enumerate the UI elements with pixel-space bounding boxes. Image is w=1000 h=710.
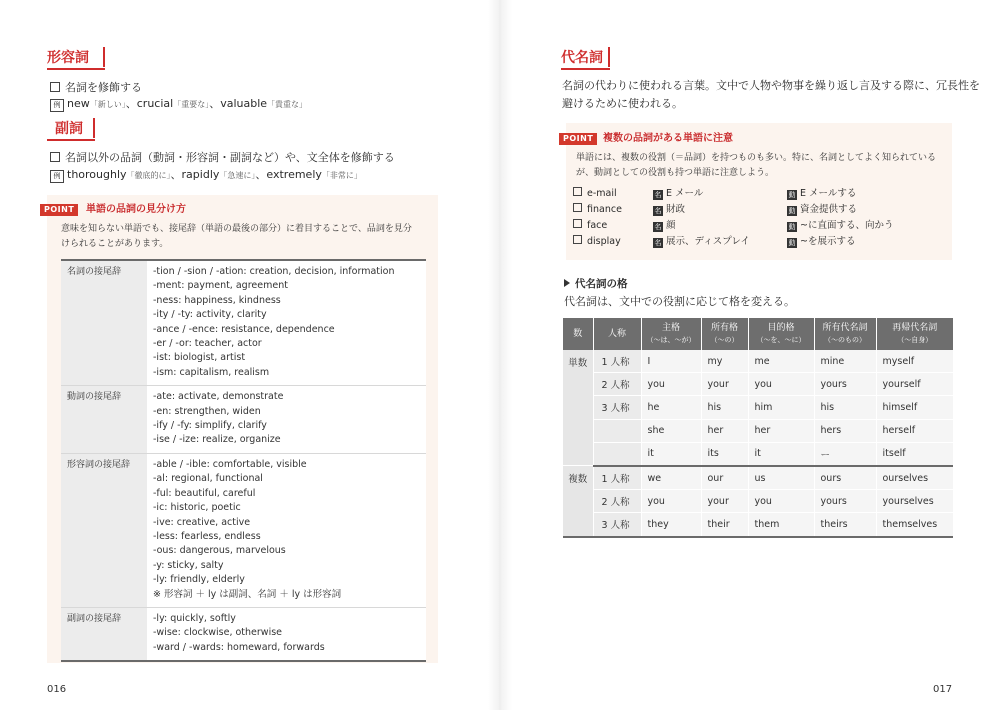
suffix-line: -ance / -ence: resistance, dependence [153, 323, 335, 335]
pronoun-cell: ours [814, 466, 876, 490]
pronoun-cell: myself [876, 350, 953, 373]
heading-accent [93, 118, 95, 138]
table-row-values [147, 260, 426, 386]
vocab-word [573, 219, 607, 233]
header-text: 主格 [661, 323, 680, 333]
text-span: 顔 [666, 220, 676, 231]
column-header [701, 318, 748, 350]
suffix-table [61, 259, 426, 662]
point-text-line2: が、動詞としての役割も持つ単語に注意しよう。 [576, 168, 775, 178]
header-text: （～の） [710, 336, 739, 344]
adjective-examples: 例 new「新しい」、crucial「重要な」、valuable「貴重な」 [50, 96, 307, 112]
table-row [563, 396, 953, 419]
suffix-line: -ly: quickly, softly [153, 612, 236, 624]
adverb-description [50, 150, 395, 165]
vocab-verb [787, 203, 857, 217]
point-text-line1: 意味を知らない単語でも、接尾辞（単語の最後の部分）に着目することで、品詞を見分 [61, 224, 412, 234]
adjective-description [50, 80, 142, 95]
number-label: 複数 [563, 466, 593, 537]
table-row [61, 386, 426, 454]
text-span: ~を展示する [800, 236, 856, 247]
pronoun-cell: his [814, 396, 876, 419]
noun-mark-icon: 名 [654, 191, 662, 199]
text-span: display [587, 236, 621, 247]
right-page [500, 0, 1000, 710]
suffix-line: -ment: payment, agreement [153, 280, 288, 292]
triangle-bullet-icon [564, 279, 570, 287]
text-span: 資金提供する [800, 204, 858, 215]
table-row-values [147, 386, 426, 454]
pronoun-cell: it [641, 442, 701, 466]
suffix-line: -ive: creative, active [153, 516, 251, 528]
person-cell: 3 人称 [593, 513, 641, 537]
adverb-heading: 副詞 [55, 121, 83, 137]
header-text: （～を、～に） [756, 336, 806, 344]
text-span: 「徹底的に」 [126, 171, 171, 180]
pronoun-cell: me [748, 350, 814, 373]
column-header [814, 318, 876, 350]
vocab-verb [787, 187, 856, 201]
table-row-values [147, 453, 426, 607]
noun-mark-icon: 名 [654, 223, 662, 231]
number-label: 単数 [563, 350, 593, 466]
pronoun-cell: his [701, 396, 748, 419]
column-header [593, 318, 641, 350]
header-text: 所有代名詞 [822, 323, 868, 333]
adjective-heading: 形容詞 [47, 50, 89, 66]
text-span: 「貴重な」 [267, 100, 308, 109]
pronoun-cell: it [748, 442, 814, 466]
text-span: thoroughly [67, 168, 127, 181]
case-heading [564, 277, 628, 292]
person-cell [593, 419, 641, 442]
suffix-line: -ward / -wards: homeward, forwards [153, 641, 325, 653]
person-cell: 3 人称 [593, 396, 641, 419]
table-row [61, 260, 426, 386]
header-text: （～は、～が） [646, 336, 696, 344]
text-span: E メールする [800, 188, 857, 199]
person-cell [593, 442, 641, 466]
person-cell: 2 人称 [593, 373, 641, 396]
text-span: E メール [666, 188, 704, 199]
table-row [61, 607, 426, 661]
checkbox-icon [573, 203, 582, 212]
suffix-line: -wise: clockwise, otherwise [153, 627, 283, 639]
text-span: crucial [136, 97, 174, 110]
point-text-line1: 単語には、複数の役割（＝品詞）を持つものも多い。特に、名詞としてよく知られている [576, 153, 937, 163]
column-header [876, 318, 953, 350]
table-row-values [147, 607, 426, 661]
vocab-word [573, 203, 622, 217]
person-cell: 1 人称 [593, 466, 641, 490]
pronoun-cell: its [701, 442, 748, 466]
heading-accent [103, 47, 105, 67]
header-text: 人称 [607, 329, 626, 339]
point-text-line2: けられることがあります。 [61, 239, 169, 249]
point-title: 複数の品詞がある単語に注意 [603, 133, 733, 144]
pronoun-cell: itself [876, 442, 953, 466]
pronoun-description-line1: 名詞の代わりに使われる言葉。文中で人物や物事を繰り返し言及する際に、冗長性を [562, 79, 980, 92]
pronoun-cell: ourselves [876, 466, 953, 490]
table-row [563, 419, 953, 442]
pronoun-cell: himself [876, 396, 953, 419]
page-number: 016 [47, 684, 67, 695]
table-row-label: 名詞の接尾辞 [61, 260, 147, 386]
pronoun-cell: herself [876, 419, 953, 442]
suffix-line: -ate: activate, demonstrate [153, 391, 284, 403]
checkbox-icon [573, 219, 582, 228]
heading-underline [47, 139, 95, 141]
header-text: （～のもの） [824, 336, 866, 344]
table-row [563, 490, 953, 513]
header-text: （～自身） [897, 336, 933, 344]
example-mark-icon: 例 [50, 99, 64, 112]
text-span: valuable [220, 97, 268, 110]
pronoun-cell: he [641, 396, 701, 419]
checkbox-icon [573, 235, 582, 244]
pronoun-cell: we [641, 466, 701, 490]
suffix-line: -ist: biologist, artist [153, 352, 246, 364]
vocab-noun [653, 203, 685, 217]
table-row [61, 453, 426, 607]
suffix-line: -ness: happiness, kindness [153, 294, 281, 306]
suffix-line: -ism: capitalism, realism [153, 366, 270, 378]
checkbox-icon [50, 152, 60, 162]
suffix-line: -ise / -ize: realize, organize [153, 434, 281, 446]
checkbox-icon [50, 82, 60, 92]
text-span: 代名詞の格 [575, 278, 628, 290]
pronoun-cell: I [641, 350, 701, 373]
table-row-label: 動詞の接尾辞 [61, 386, 147, 454]
pronoun-cell: you [641, 490, 701, 513]
pronoun-cell: you [641, 373, 701, 396]
heading-accent [608, 47, 610, 67]
example-mark-icon: 例 [50, 170, 64, 183]
vocab-noun [653, 187, 703, 201]
vocab-verb [787, 235, 855, 249]
pronoun-cell: themselves [876, 513, 953, 537]
pronoun-cell: hers [814, 419, 876, 442]
person-cell: 2 人称 [593, 490, 641, 513]
pronoun-cell: theirs [814, 513, 876, 537]
vocab-word [573, 187, 617, 201]
suffix-line: -en: strengthen, widen [153, 405, 261, 417]
pronoun-cell: your [701, 490, 748, 513]
header-text: 目的格 [767, 323, 795, 333]
text-span: finance [587, 204, 622, 215]
table-row [563, 373, 953, 396]
text-span: 名詞以外の品詞（動詞・形容詞・副詞など）や、文全体を修飾する [65, 151, 395, 164]
pronoun-cell: their [701, 513, 748, 537]
table-row [563, 513, 953, 537]
text-span: ~に直面する、向かう [800, 220, 894, 231]
pronoun-cell: yourselves [876, 490, 953, 513]
pronoun-cell: him [748, 396, 814, 419]
person-cell: 1 人称 [593, 350, 641, 373]
noun-mark-icon: 名 [654, 239, 662, 247]
pronoun-cell: them [748, 513, 814, 537]
pronoun-cell: you [748, 490, 814, 513]
suffix-line: -y: sticky, salty [153, 559, 224, 571]
suffix-line: -tion / -sion / -ation: creation, decision, information [153, 266, 395, 277]
pronoun-cell: mine [814, 350, 876, 373]
pronoun-cell: yours [814, 373, 876, 396]
point-tag: POINT [559, 133, 597, 145]
table-row-label: 形容詞の接尾辞 [61, 453, 147, 607]
vocab-noun [653, 219, 676, 233]
pronoun-cell: ー [814, 442, 876, 466]
text-span: e-mail [587, 188, 617, 199]
suffix-line: -ify / -fy: simplify, clarify [153, 420, 267, 432]
pronoun-description-line2: 避けるために使われる。 [562, 97, 683, 110]
suffix-line: -ly: friendly, elderly [153, 574, 245, 586]
pronoun-cell: our [701, 466, 748, 490]
suffix-line: -ity / -ty: activity, clarity [153, 309, 267, 321]
header-text: 数 [573, 329, 583, 339]
verb-mark-icon: 動 [788, 223, 796, 231]
checkbox-icon [573, 187, 582, 196]
pronoun-cell: us [748, 466, 814, 490]
verb-mark-icon: 動 [788, 191, 796, 199]
header-text: 再帰代名詞 [892, 323, 938, 333]
suffix-line: -ful: beautiful, careful [153, 487, 256, 499]
text-span: 財政 [666, 204, 686, 215]
pronoun-cell: they [641, 513, 701, 537]
pronoun-heading: 代名詞 [561, 50, 603, 66]
column-header [563, 318, 593, 350]
text-span: 「新しい」 [89, 100, 126, 109]
vocab-word [573, 235, 621, 249]
table-row-label: 副詞の接尾辞 [61, 607, 147, 661]
pronoun-cell: she [641, 419, 701, 442]
point-tag: POINT [40, 204, 78, 216]
text-span: rapidly [181, 168, 220, 181]
verb-mark-icon: 動 [788, 207, 796, 215]
text-span: 「急速に」 [219, 171, 256, 180]
text-span: 「重要な」 [173, 100, 210, 109]
heading-underline [47, 68, 105, 70]
pronoun-cell: your [701, 373, 748, 396]
header-text: 所有格 [710, 323, 738, 333]
vocab-noun [653, 235, 750, 249]
text-span: extremely [266, 168, 322, 181]
heading-underline [561, 68, 610, 70]
suffix-line: -ous: dangerous, marvelous [153, 545, 286, 557]
table-header-row [563, 318, 953, 350]
noun-mark-icon: 名 [654, 207, 662, 215]
column-header [641, 318, 701, 350]
suffix-line: -ic: historic, poetic [153, 502, 241, 514]
text-span: 展示、ディスプレイ [666, 236, 750, 247]
pronoun-cell: her [748, 419, 814, 442]
suffix-line: -al: regional, functional [153, 473, 263, 485]
point-title: 単語の品詞の見分け方 [86, 204, 186, 215]
pronoun-cell: yours [814, 490, 876, 513]
suffix-line: -er / -or: teacher, actor [153, 338, 262, 350]
table-row [563, 442, 953, 466]
suffix-line: -less: fearless, endless [153, 530, 261, 542]
text-span: 「非常に」 [321, 171, 362, 180]
suffix-line: ※ 形容詞 ＋ ly は副詞、名詞 ＋ ly は形容詞 [153, 588, 342, 600]
table-row [563, 466, 953, 490]
pronoun-cell: my [701, 350, 748, 373]
case-description: 代名詞は、文中での役割に応じて格を変える。 [564, 295, 795, 308]
table-row [563, 350, 953, 373]
pronoun-cell: yourself [876, 373, 953, 396]
adverb-examples: 例 thoroughly「徹底的に」、rapidly「急速に」、extremely「非常に」 [50, 167, 362, 183]
page-number: 017 [933, 684, 953, 695]
vocab-verb [787, 219, 893, 233]
suffix-line: -able / -ible: comfortable, visible [153, 458, 307, 470]
text-span: face [587, 220, 608, 231]
pronoun-case-table [563, 318, 953, 538]
verb-mark-icon: 動 [788, 239, 796, 247]
text-span: new [67, 97, 90, 110]
pronoun-cell: you [748, 373, 814, 396]
column-header [748, 318, 814, 350]
pronoun-cell: her [701, 419, 748, 442]
text-span: 名詞を修飾する [65, 81, 142, 94]
